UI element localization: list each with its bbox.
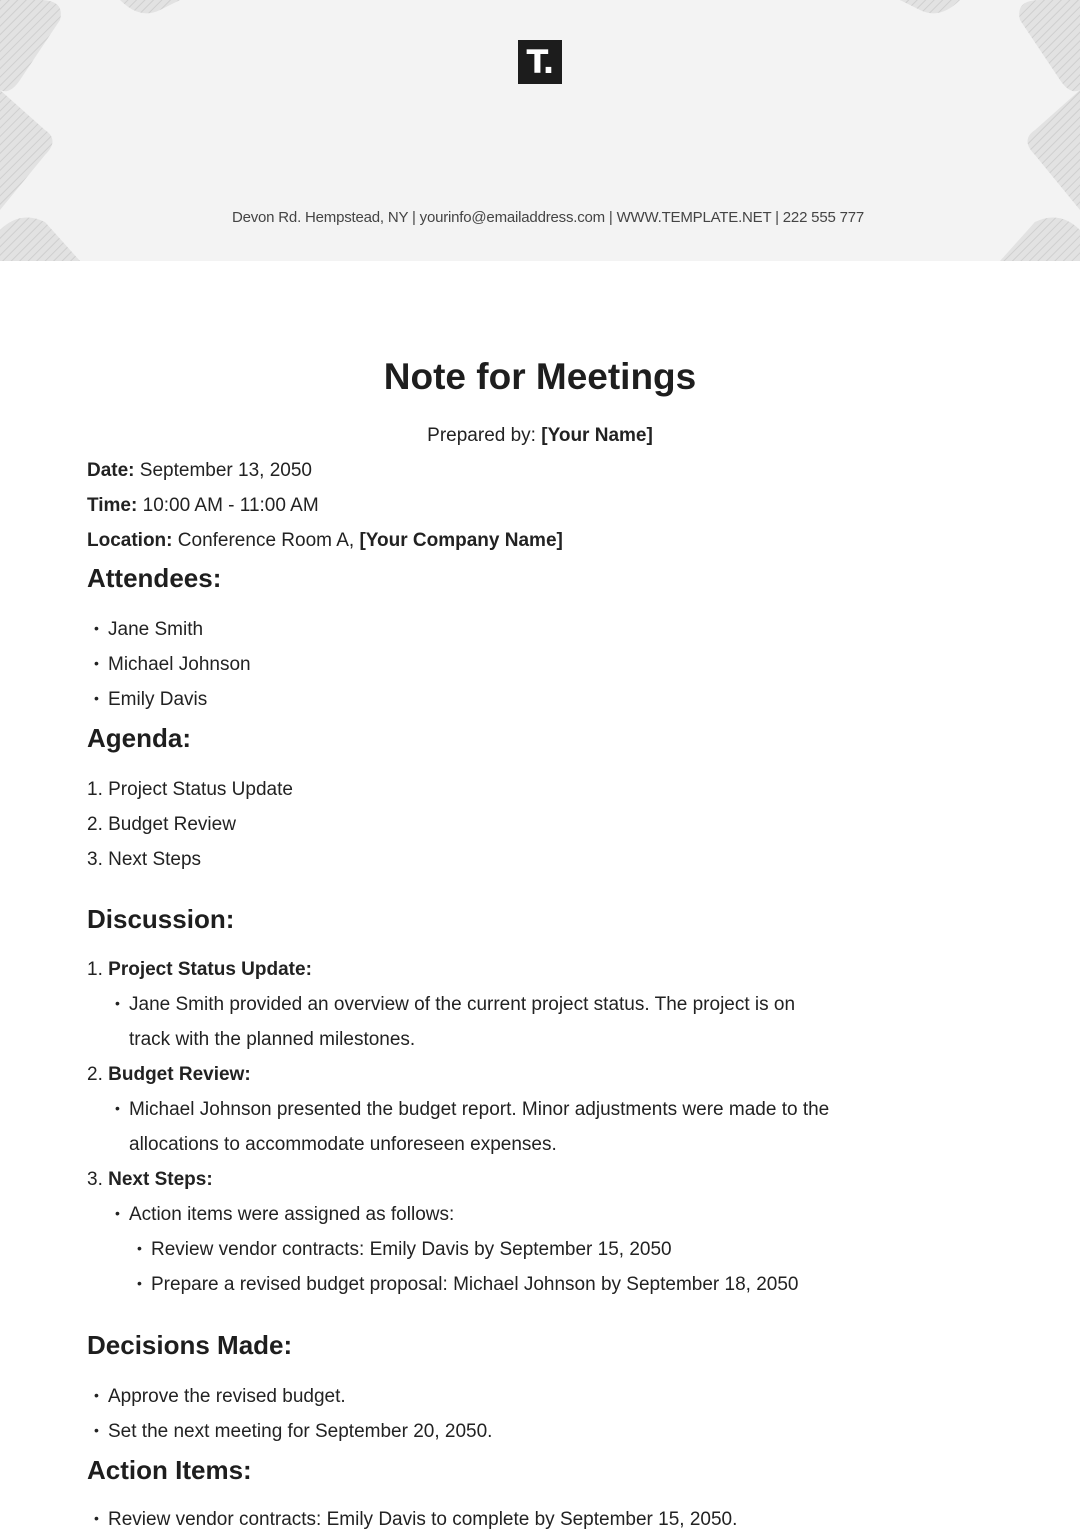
list-item: • Prepare a revised budget proposal: Michael Johnson by September 18, 2050 — [137, 1274, 798, 1296]
list-item: • Emily Davis — [94, 689, 207, 711]
time-label: Time: — [87, 495, 138, 516]
list-item: 2. Budget Review — [87, 814, 236, 835]
section-number: 3. — [87, 1169, 103, 1190]
section-title: Project Status Update: — [108, 959, 312, 980]
prepared-label: Prepared by: — [427, 425, 536, 446]
section-number: 2. — [87, 1064, 103, 1085]
location-company: [Your Company Name] — [359, 530, 563, 551]
list-item: 1. Project Status Update — [87, 779, 293, 800]
section-title: Next Steps: — [108, 1169, 213, 1190]
list-item: • Review vendor contracts: Emily Davis by September 15, 2050 — [137, 1239, 672, 1261]
company-logo: T. — [518, 40, 562, 84]
section-title: Budget Review: — [108, 1064, 251, 1085]
page-title: Note for Meetings — [383, 356, 697, 397]
list-item: • Review vendor contracts: Emily Davis to complete by September 15, 2050. — [94, 1509, 737, 1531]
discussion-section-title — [87, 959, 312, 981]
list-item: • Jane Smith provided an overview of the current project status. The project is on — [115, 994, 795, 1016]
list-item: • Michael Johnson — [94, 654, 251, 676]
list-item: 3. Next Steps — [87, 849, 202, 870]
discussion-heading: Discussion: — [87, 904, 235, 934]
location-label: Location: — [87, 530, 173, 551]
time-line — [87, 495, 319, 517]
date-line — [87, 460, 312, 482]
list-item-continuation: allocations to accommodate unforeseen expenses. — [129, 1134, 557, 1155]
prepared-by — [87, 425, 993, 447]
letterhead — [0, 0, 1080, 261]
list-item: • Action items were assigned as follows: — [115, 1204, 454, 1226]
decisions-heading: Decisions Made: — [87, 1330, 293, 1360]
location-value: Conference Room A, — [177, 530, 355, 551]
date-value: September 13, 2050 — [139, 460, 312, 481]
prepared-value: [Your Name] — [541, 425, 653, 446]
contact-line: Devon Rd. Hempstead, NY | yourinfo@emailaddress.com | WWW.TEMPLATE.NET | 222 555 777 — [231, 209, 865, 226]
list-item: • Approve the revised budget. — [94, 1386, 346, 1408]
agenda-heading: Agenda: — [87, 723, 191, 753]
action-items-heading: Action Items: — [87, 1455, 252, 1485]
list-item: • Jane Smith — [94, 619, 203, 641]
date-label: Date: — [87, 460, 135, 481]
section-number: 1. — [87, 959, 103, 980]
discussion-section-title — [87, 1169, 213, 1191]
list-item-continuation: track with the planned milestones. — [129, 1029, 416, 1050]
list-item: • Set the next meeting for September 20, 2050. — [94, 1421, 492, 1443]
discussion-section-title — [87, 1064, 251, 1086]
attendees-heading: Attendees: — [87, 563, 222, 593]
location-line — [87, 530, 563, 552]
time-value: 10:00 AM - 11:00 AM — [142, 495, 319, 516]
list-item: • Michael Johnson presented the budget report. Minor adjustments were made to the — [115, 1099, 829, 1121]
